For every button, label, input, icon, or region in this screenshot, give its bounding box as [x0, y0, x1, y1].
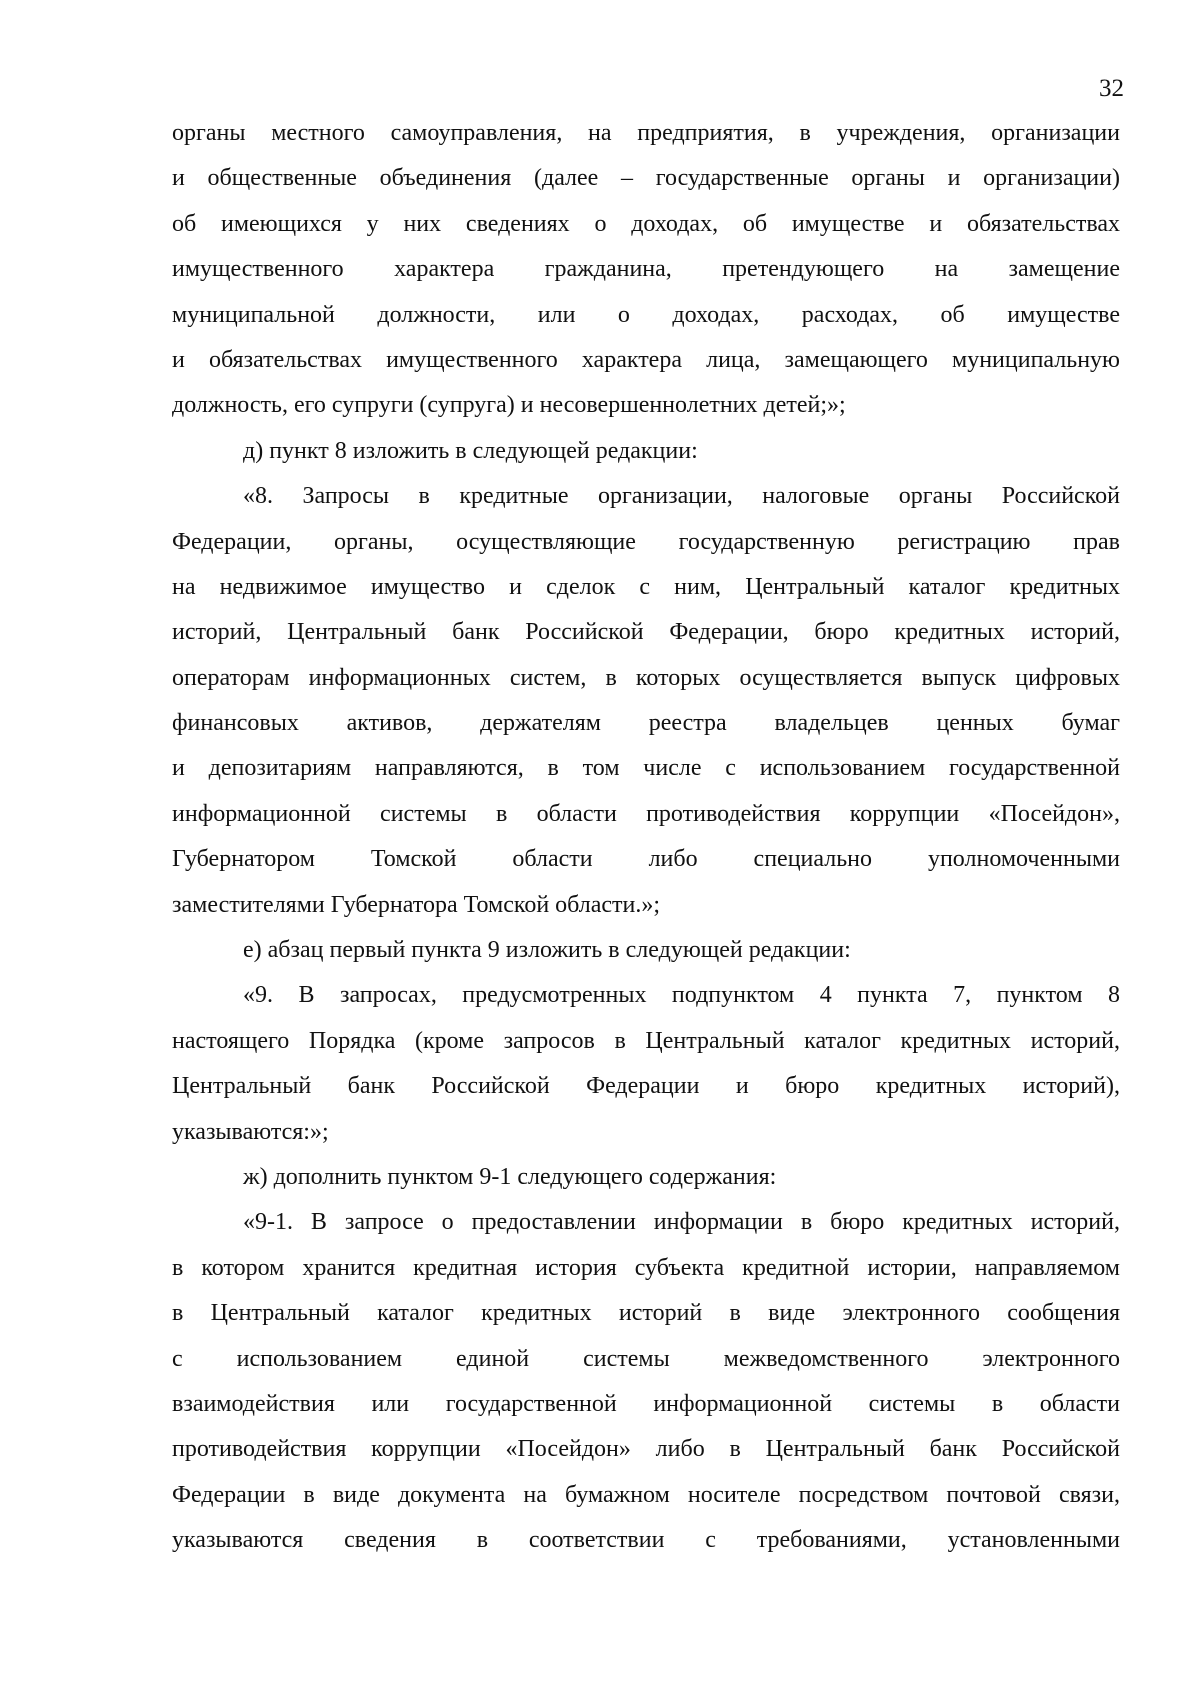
- text-line: об имеющихся у них сведениях о доходах, об имуществе и обязательствах: [172, 210, 1120, 237]
- text-line: настоящего Порядка (кроме запросов в Центральный каталог кредитных историй,: [172, 1027, 1120, 1054]
- text-line: Губернатором Томской области либо специально уполномоченными: [172, 846, 1120, 873]
- text-line: и обязательствах имущественного характера лица, замещающего муниципальную: [172, 346, 1120, 373]
- text-line: «9. В запросах, предусмотренных подпунктом 4 пункта 7, пунктом 8: [243, 982, 1120, 1009]
- text-line: указываются сведения в соответствии с требованиями, установленными: [172, 1527, 1120, 1554]
- text-line: «8. Запросы в кредитные организации, налоговые органы Российской: [243, 483, 1120, 510]
- text-line: имущественного характера гражданина, претендующего на замещение: [172, 256, 1120, 283]
- document-body: [172, 118, 1120, 1571]
- text-line: Федерации в виде документа на бумажном носителе посредством почтовой связи,: [172, 1481, 1120, 1508]
- text-line: органы местного самоуправления, на предприятия, в учреждения, организации: [172, 120, 1120, 146]
- text-line: е) абзац первый пункта 9 изложить в следующей редакции:: [243, 937, 851, 964]
- text-line: операторам информационных систем, в которых осуществляется выпуск цифровых: [172, 664, 1120, 691]
- text-line: в Центральный каталог кредитных историй в виде электронного сообщения: [172, 1300, 1120, 1327]
- text-line: взаимодействия или государственной информационной системы в области: [172, 1390, 1120, 1417]
- text-line: д) пункт 8 изложить в следующей редакции:: [243, 437, 698, 464]
- text-line: на недвижимое имущество и сделок с ним, Центральный каталог кредитных: [172, 573, 1120, 600]
- text-line: Федерации, органы, осуществляющие государственную регистрацию прав: [172, 528, 1120, 555]
- text-line: и депозитариям направляются, в том числе с использованием государственной: [172, 755, 1120, 782]
- text-line: и общественные объединения (далее – государственные органы и организации): [172, 165, 1120, 192]
- text-line: указываются:»;: [172, 1118, 329, 1145]
- text-line: финансовых активов, держателям реестра владельцев ценных бумаг: [172, 710, 1120, 737]
- text-line: должность, его супруги (супруга) и несовершеннолетних детей;»;: [172, 392, 846, 419]
- text-line: историй, Центральный банк Российской Федерации, бюро кредитных историй,: [172, 619, 1120, 646]
- text-line: ж) дополнить пунктом 9-1 следующего содержания:: [243, 1163, 777, 1190]
- text-line: «9-1. В запросе о предоставлении информации в бюро кредитных историй,: [243, 1209, 1120, 1236]
- text-line: с использованием единой системы межведомственного электронного: [172, 1345, 1120, 1372]
- text-line: Центральный банк Российской Федерации и бюро кредитных историй),: [172, 1073, 1120, 1100]
- text-line: информационной системы в области противодействия коррупции «Посейдон»,: [172, 800, 1120, 827]
- text-line: муниципальной должности, или о доходах, расходах, об имуществе: [172, 301, 1120, 328]
- text-line: в котором хранится кредитная история субъекта кредитной истории, направляемом: [172, 1254, 1120, 1281]
- page-number: 32: [1099, 75, 1124, 102]
- text-line: противодействия коррупции «Посейдон» либо в Центральный банк Российской: [172, 1436, 1120, 1463]
- text-line: заместителями Губернатора Томской области.»;: [172, 891, 661, 918]
